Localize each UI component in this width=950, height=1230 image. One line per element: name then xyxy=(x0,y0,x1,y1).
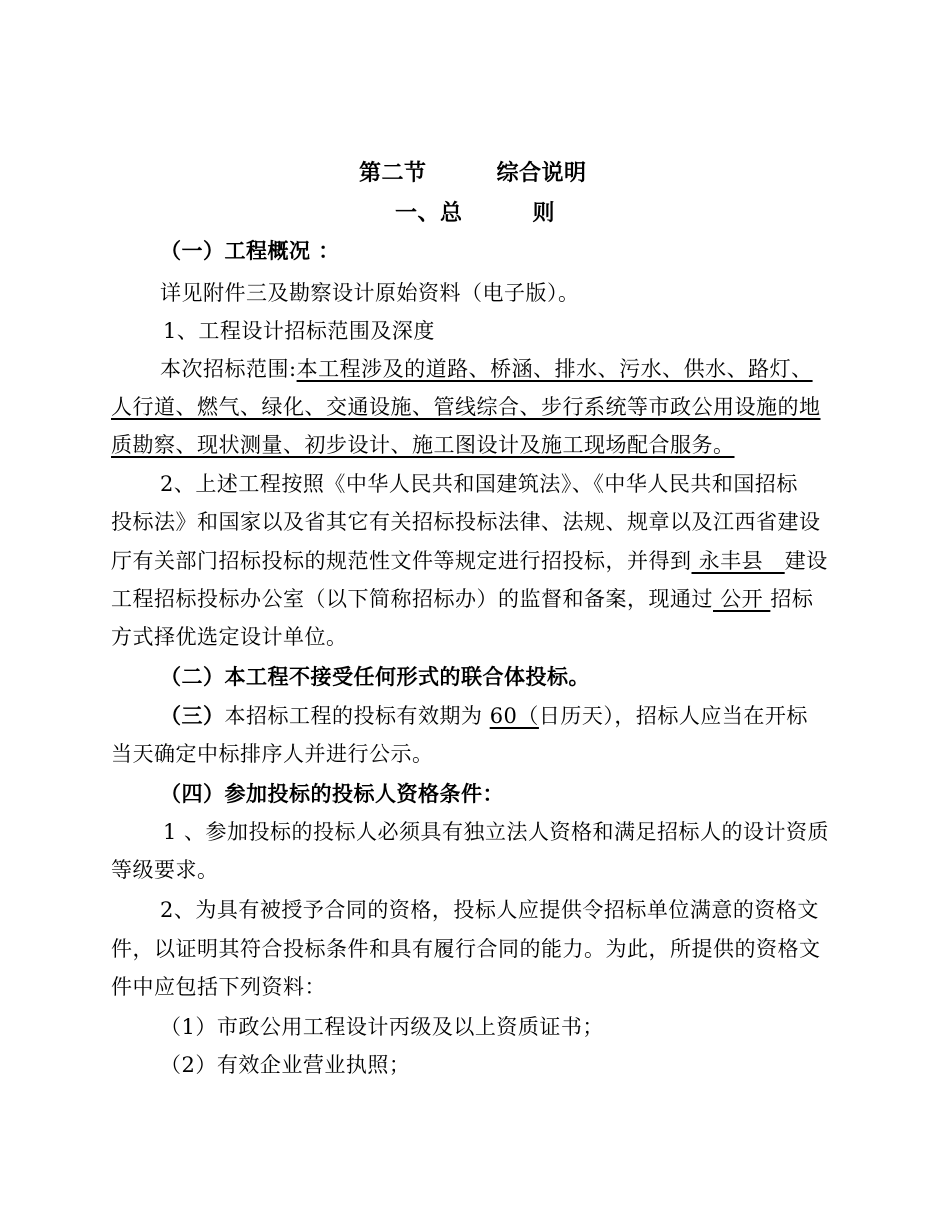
chapter-title-part2: 则 xyxy=(532,201,556,226)
section-3-text: 本招标工程的投标有效期为 xyxy=(224,704,490,728)
section-4-heading: （四）参加投标的投标人资格条件： xyxy=(160,782,504,806)
section-1-text: 详见附件三及勘察设计原始资料（电子版）。 xyxy=(160,281,580,305)
section-title-number: 第二节 xyxy=(359,161,427,186)
requirement-1: （1）市政公用工程设计丙级及以上资质证书； xyxy=(160,1015,604,1039)
item-2-line-2: 投标法》和国家以及省其它有关招标投标法律、法规、规章以及江西省建设 xyxy=(111,510,821,534)
scope-line-2: 人行道、燃气、绿化、交通设施、管线综合、步行系统等市政公用设施的地 xyxy=(111,395,821,419)
section-1-heading: （一）工程概况 ： xyxy=(160,239,340,263)
chapter-title-part1: 一、总 xyxy=(395,201,463,226)
qualification-2-line-2: 件，以证明其符合投标条件和具有履行合同的能力。为此，所提供的资格文 xyxy=(111,937,821,961)
item-2-line-3-text: 厅有关部门招标投标的规范性文件等规定进行招投标，并得到 xyxy=(111,549,692,573)
section-3-line-2: 当天确定中标排序人并进行公示。 xyxy=(111,742,434,766)
scope-text-1: 本工程涉及的道路、桥涵、排水、污水、供水、路灯、 xyxy=(296,357,813,381)
item-2-line-4-text: 工程招标投标办公室（以下简称招标办）的监督和备案，现通过 xyxy=(111,587,713,611)
scope-label: 本次招标范围: xyxy=(160,357,297,381)
section-title xyxy=(359,163,587,185)
requirement-2: （2）有效企业营业执照； xyxy=(160,1053,411,1077)
section-3-text-end: 日历天），招标人应当在开标 xyxy=(538,704,808,728)
scope-line-3: 质勘察、现状测量、初步设计、施工图设计及施工现场配合服务。 xyxy=(111,433,735,457)
qualification-2-line-1: 2、为具有被授予合同的资格，投标人应提供令招标单位满意的资格文 xyxy=(160,898,819,922)
item-2-line-4-end: 招标 xyxy=(770,587,814,611)
item-2-line-1: 2、上述工程按照《中华人民共和国建筑法》、《中华人民共和国招标 xyxy=(160,472,798,496)
section-2-heading: （二）本工程不接受任何形式的联合体投标。 xyxy=(160,665,590,689)
item-2-line-4 xyxy=(111,589,813,610)
qualification-1-line-2: 等级要求。 xyxy=(111,858,219,882)
tender-method: 公开 xyxy=(713,587,771,611)
item-2-line-3-end: 建设 xyxy=(784,549,828,573)
county-name: 永丰县 xyxy=(691,549,785,573)
chapter-title xyxy=(395,203,555,225)
section-3-label: （三） xyxy=(160,704,225,728)
item-1-heading: 1、工程设计招标范围及深度 xyxy=(163,319,435,343)
scope-line-1 xyxy=(160,359,813,380)
validity-days: 60（ xyxy=(489,704,539,728)
section-title-name: 综合说明 xyxy=(496,161,587,186)
section-3-line-1 xyxy=(160,706,808,727)
qualification-1-line-1: 1 、参加投标的投标人必须具有独立法人资格和满足招标人的设计资质 xyxy=(163,820,830,844)
item-2-line-3 xyxy=(111,551,828,572)
qualification-2-line-3: 件中应包括下列资料： xyxy=(111,975,326,999)
item-2-line-5: 方式择优选定设计单位。 xyxy=(111,625,348,649)
